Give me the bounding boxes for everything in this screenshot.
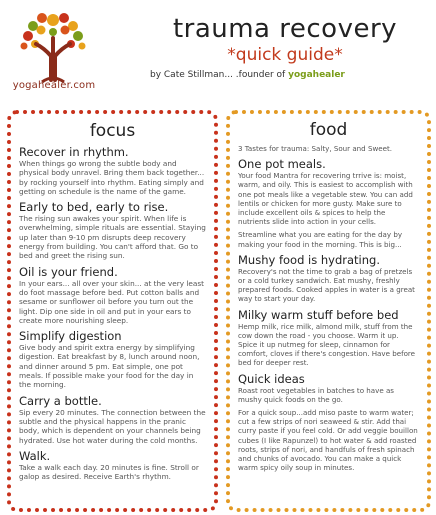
focus-title: focus [89, 121, 136, 141]
focus-body: In your ears... all over your skin... at the very least do foot massage before bed. Put cotton balls and sesame or sunflower oil before you turn out the light. Dip one side in oil and put in your ears to create more nourishing sleep. [19, 278, 205, 325]
focus-heading: Simplify digestion [19, 329, 122, 344]
food-body: Your food Mantra for recovering trrive is: moist, warm, and oily. This is easiest to accomplish with one pot meals like a vegetable stew. You can add lentils or chicken for more gusty. Make sure to include excellent oils & spices to help the nutrients slide into action in your cells. [238, 171, 413, 227]
yogahealer-tree-logo [8, 8, 98, 86]
food-heading: Milky warm stuff before bed [238, 307, 399, 322]
food-heading: Mushy food is hydrating. [238, 252, 380, 267]
focus-body: When things go wrong the subtle body and physical body unravel. Bring them back together... by rocking yourself into rhythm. Eating simply and getting on schedule is the name of the game. [19, 159, 205, 196]
food-body: Recovery's not the time to grab a bag of pretzels or a cold turkey sandwich. Eat mushy, freshly prepared foods. Cooked apples in water is a great way to start your day. [238, 266, 415, 304]
focus-body: Take a walk each day. 20 minutes is fine. Stroll or galop as desired. Receive Earth's rhythm. [19, 462, 199, 482]
food-body: Hemp milk, rice milk, almond milk, stuff from the cow down the road - you choose. Warm it up. Spice it up nutmeg for sleep, cinnamon for comfort, cloves if there's congestion. Have before bed for deeper rest. [238, 321, 416, 368]
focus-heading: Oil is your friend. [19, 264, 118, 279]
focus-heading: Walk. [19, 448, 51, 463]
food-body: Streamline what you are eating for the day by making your food in the morning. This is big... [238, 230, 403, 249]
byline-brand: yogahealer [288, 70, 345, 80]
focus-panel [7, 110, 218, 512]
byline [150, 70, 436, 80]
food-panel [226, 110, 431, 512]
page-subtitle: *quick guide* [227, 45, 343, 65]
focus-heading: Recover in rhythm. [19, 145, 129, 159]
food-body: For a quick soup...add miso paste to warm water; cut a few strips of nori seaweed & stir. Add thai curry paste if you feel cold. Or add veggie bouillon cubes (I like Rapunzel) to hot water & add roasted roots, strips of nori, and handfuls of fresh spinach and chunks of avocado. You can make a quick warm spicy oily soup in minutes. [238, 408, 418, 473]
focus-heading: Early to bed, early to rise. [19, 200, 169, 215]
food-intro: 3 Tastes for trauma: Salty, Sour and Sweet. [238, 144, 393, 153]
food-body: Roast root vegetables in batches to have as mushy quick foods on the go. [238, 385, 394, 404]
focus-heading: Carry a bottle. [19, 393, 102, 408]
food-heading: One pot meals. [238, 157, 326, 172]
food-title: food [309, 120, 348, 140]
food-heading: Quick ideas [238, 371, 305, 386]
focus-body: Give body and spirit extra energy by simplifying digestion. Eat breakfast by 8, lunch around noon, and dinner around 5 pm. Eat simple, one pot meals. If possible make your food for the day in the morning. [19, 343, 200, 390]
logo-text[interactable]: yogahealer.com [12, 80, 96, 91]
focus-body: Sip every 20 minutes. The connection between the subtle and the physical happens in the pranic body, which is dependent on your channels being hydrated. Use hot water during the cold months. [19, 407, 206, 445]
focus-body: The rising sun awakes your spirit. When life is overwhelming, simple rituals are essential. Staying up later than 9-10 pm disrupts deep recovery energy from building. You can't afford that. Go to bed and greet the rising sun. [19, 214, 206, 261]
byline-text: by Cate Stillman... .founder of [150, 70, 289, 80]
page-title: trauma recovery [172, 14, 398, 44]
